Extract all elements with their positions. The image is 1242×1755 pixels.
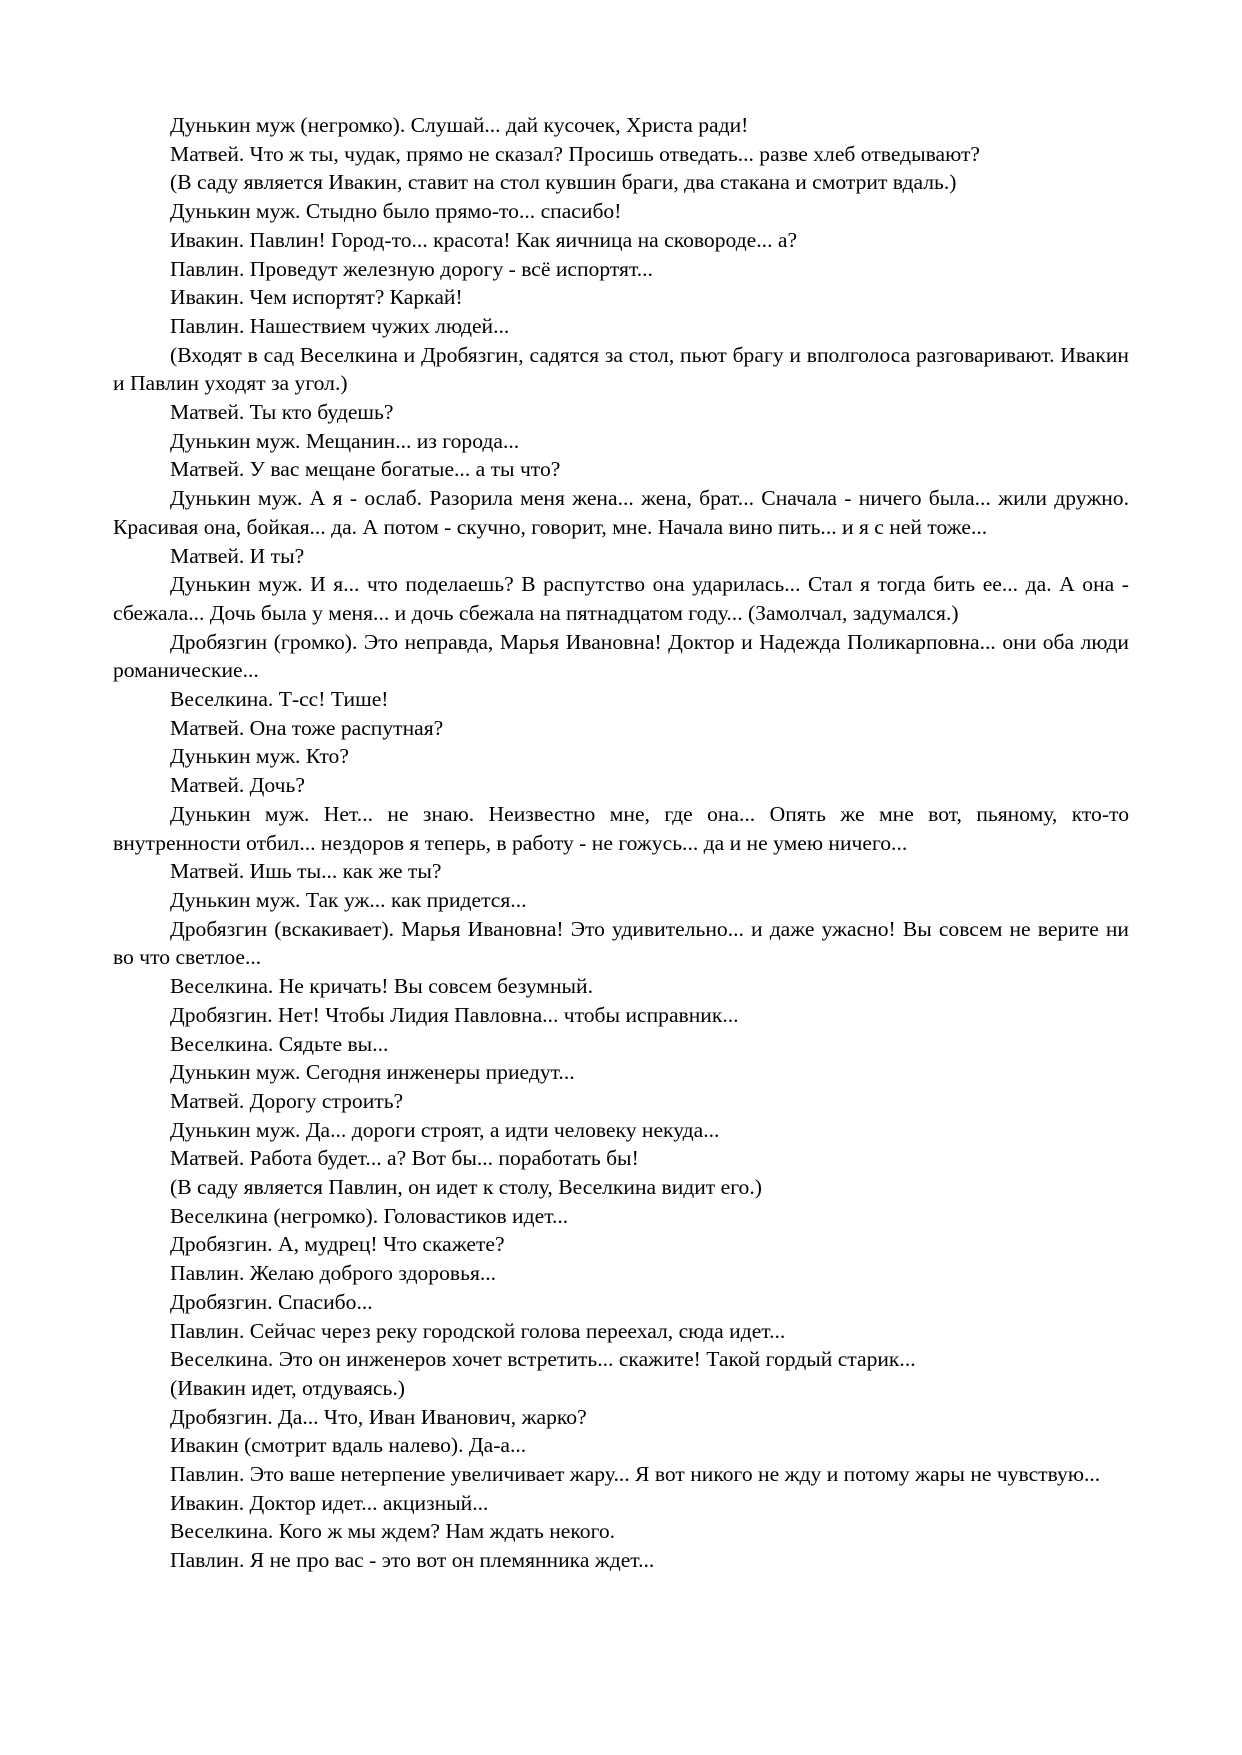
text-paragraph: Матвей. У вас мещане богатые... а ты что? — [170, 457, 561, 482]
text-paragraph: Дробязгин (громко). Это неправда, Марья Ивановна! Доктор и Надежда Поликарповна... они оба люди романические... — [113, 629, 1129, 683]
text-paragraph: Ивакин (смотрит вдаль налево). Да-а... — [170, 1433, 527, 1458]
text-paragraph: Дунькин муж. Кто? — [170, 744, 349, 769]
document-page — [113, 111, 1129, 1575]
text-paragraph: Дробязгин. Да... Что, Иван Иванович, жарко? — [170, 1404, 587, 1429]
text-paragraph: Матвей. Ишь ты... как же ты? — [170, 859, 442, 884]
text-paragraph: Ивакин. Доктор идет... акцизный... — [170, 1490, 489, 1515]
text-paragraph: Веселкина (негромко). Головастиков идет... — [170, 1203, 569, 1228]
stage-direction: (Входят в сад Веселкина и Дробязгин, садятся за стол, пьют брагу и вполголоса разговаривают. Ивакин и Павлин уходят за угол.) — [113, 342, 1129, 396]
text-paragraph: Дунькин муж. Так уж... как придется... — [170, 887, 527, 912]
text-paragraph: Матвей. Что ж ты, чудак, прямо не сказал? Просишь отведать... разве хлеб отведывают? — [170, 141, 980, 166]
stage-direction: (В саду является Ивакин, ставит на стол кувшин браги, два стакана и смотрит вдаль.) — [170, 170, 957, 195]
text-paragraph: Веселкина. Это он инженеров хочет встретить... скажите! Такой гордый старик... — [170, 1347, 916, 1372]
text-paragraph: Дунькин муж. Стыдно было прямо-то... спасибо! — [170, 199, 622, 224]
text-paragraph: Ивакин. Чем испортят? Каркай! — [170, 285, 463, 310]
text-paragraph: Матвей. И ты? — [170, 543, 305, 568]
text-paragraph: Павлин. Это ваше нетерпение увеличивает жару... Я вот никого не жду и потому жары не чувствую... — [170, 1462, 1101, 1487]
text-paragraph: Дунькин муж. Да... дороги строят, а идти человеку некуда... — [170, 1117, 720, 1142]
text-paragraph: Дунькин муж. Сегодня инженеры приедут... — [170, 1060, 575, 1085]
text-paragraph: Матвей. Дочь? — [170, 773, 305, 798]
text-paragraph: Дунькин муж (негромко). Слушай... дай кусочек, Христа ради! — [170, 113, 749, 137]
stage-direction: (В саду является Павлин, он идет к столу, Веселкина видит его.) — [170, 1175, 762, 1200]
text-paragraph: Дробязгин. Спасибо... — [170, 1289, 373, 1314]
text-paragraph: Дунькин муж. А я - ослаб. Разорила меня жена... жена, брат... Сначала - ничего была... жили дружно. Красивая она, бойкая... да. А потом - скучно, говорит, мне. Начала вино пить... и я с ней тоже... — [113, 486, 1129, 539]
text-paragraph: Веселкина. Кого ж мы ждем? Нам ждать некого. — [170, 1519, 616, 1544]
text-paragraph: Веселкина. Т-сс! Тише! — [170, 687, 389, 712]
text-paragraph: Матвей. Ты кто будешь? — [170, 400, 394, 425]
text-paragraph: Дунькин муж. Мещанин... из города... — [170, 428, 520, 453]
text-paragraph: Матвей. Она тоже распутная? — [170, 715, 444, 740]
text-paragraph: Павлин. Проведут железную дорогу - всё испортят... — [170, 256, 653, 281]
text-paragraph: Веселкина. Не кричать! Вы совсем безумный. — [170, 974, 593, 999]
text-paragraph: Павлин. Сейчас через реку городской голова переехал, сюда идет... — [170, 1318, 786, 1343]
text-paragraph: Веселкина. Сядьте вы... — [170, 1031, 389, 1056]
text-paragraph: Дробязгин. А, мудрец! Что скажете? — [170, 1232, 505, 1257]
text-paragraph: Дробязгин. Нет! Чтобы Лидия Павловна... чтобы исправник... — [170, 1002, 739, 1027]
text-paragraph: Павлин. Нашествием чужих людей... — [170, 313, 510, 338]
text-paragraph: Ивакин. Павлин! Город-то... красота! Как яичница на сковороде... а? — [170, 227, 798, 252]
text-paragraph: Павлин. Я не про вас - это вот он племянника ждет... — [170, 1548, 655, 1573]
text-paragraph: Дунькин муж. И я... что поделаешь? В распутство она ударилась... Стал я тогда бить ее... да. А она - сбежала... Дочь была у меня... и дочь сбежала на пятнадцатом году... (Замолчал, задумался.) — [113, 572, 1129, 625]
text-paragraph: Матвей. Работа будет... а? Вот бы... поработать бы! — [170, 1146, 639, 1171]
stage-direction: (Ивакин идет, отдуваясь.) — [170, 1375, 405, 1400]
text-paragraph: Матвей. Дорогу строить? — [170, 1088, 404, 1113]
text-paragraph: Дунькин муж. Нет... не знаю. Неизвестно мне, где она... Опять же мне вот, пьяному, кто-то внутренности отбил... нездоров я теперь, в работу - не гожусь... да и не умею ничего... — [113, 801, 1129, 855]
text-paragraph: Павлин. Желаю доброго здоровья... — [170, 1261, 497, 1286]
text-paragraph: Дробязгин (вскакивает). Марья Ивановна! Это удивительно... и даже ужасно! Вы совсем не верите ни во что светлое... — [113, 916, 1129, 970]
